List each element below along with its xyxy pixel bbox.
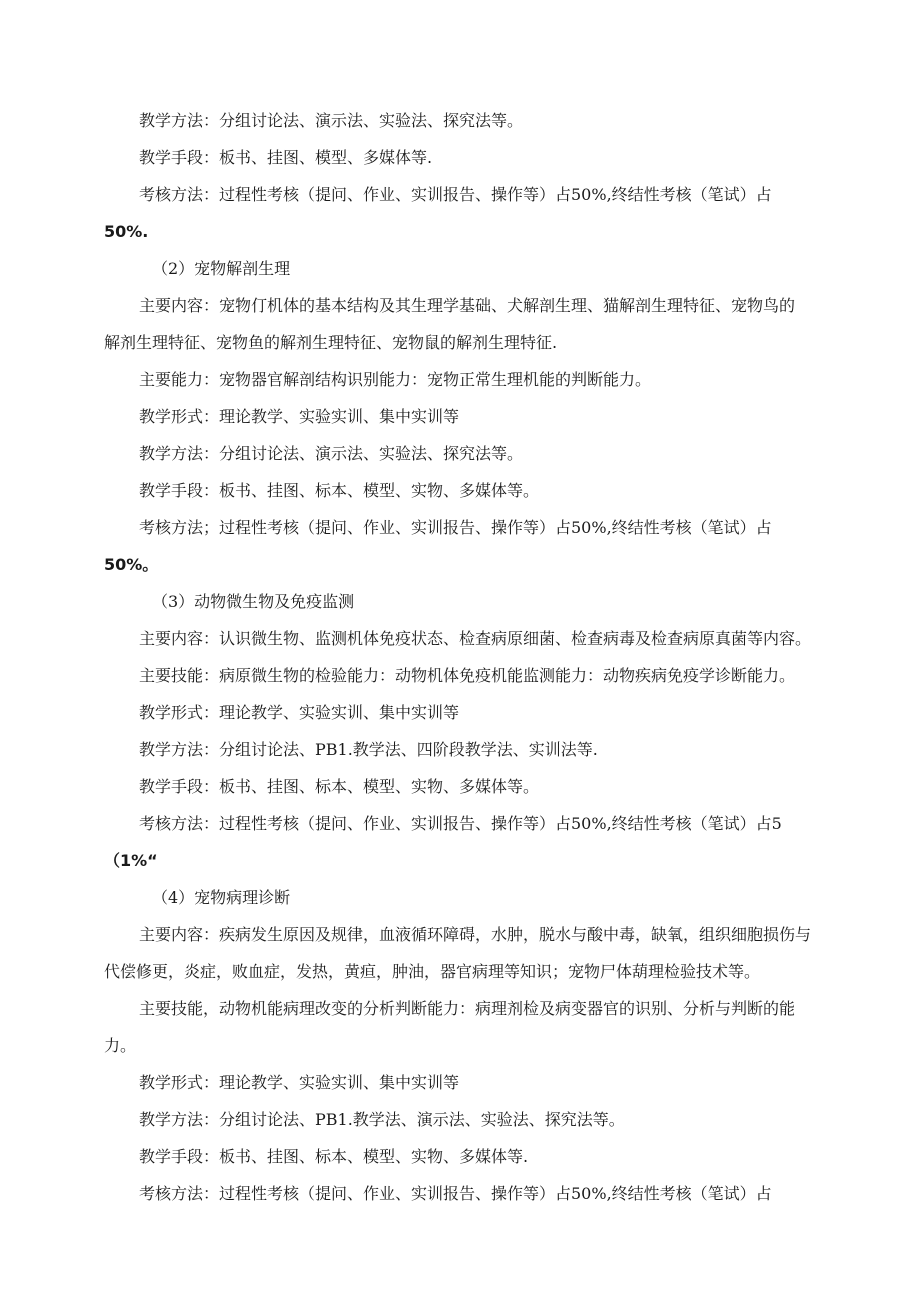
s4-skill-line2: 力。 bbox=[104, 1036, 137, 1055]
s2-heading: （2）宠物解剖生理 bbox=[152, 259, 291, 278]
s3-teaching-form: 教学形式：理论教学、实验实训、集中实训等 bbox=[139, 703, 460, 722]
s4-teaching-method: 教学方法：分组讨论法、PB1.教学法、演示法、实验法、探究法等。 bbox=[139, 1110, 625, 1129]
s2-content-line1: 主要内容：宠物仃机体的基本结构及其生理学基础、犬解剖生理、猫解剖生理特征、宠物鸟的 bbox=[139, 296, 796, 315]
s1-assessment-line1: 考核方法：过程性考核（提问、作业、实训报告、操作等）占50%,终结性考核（笔试）占 bbox=[139, 185, 772, 204]
s3-assessment-line1: 考核方法：过程性考核（提问、作业、实训报告、操作等）占50%,终结性考核（笔试）占5 bbox=[139, 814, 782, 833]
s4-teaching-form: 教学形式：理论教学、实验实训、集中实训等 bbox=[139, 1073, 460, 1092]
s4-teaching-means: 教学手段：板书、挂图、标本、模型、实物、多媒体等. bbox=[139, 1147, 529, 1166]
s2-assessment-line1: 考核方法；过程性考核（提问、作业、实训报告、操作等）占50%,终结性考核（笔试）占 bbox=[139, 518, 772, 537]
s1-teaching-means: 教学手段：板书、挂图、模型、多媒体等. bbox=[139, 148, 433, 167]
s4-assessment-line1: 考核方法：过程性考核（提问、作业、实训报告、操作等）占50%,终结性考核（笔试）占 bbox=[139, 1184, 772, 1203]
s2-teaching-form: 教学形式：理论教学、实验实训、集中实训等 bbox=[139, 407, 460, 426]
s4-content-line1: 主要内容：疾病发生原因及规律，血液循环障碍，水肿，脱水与酸中毒，缺氧，组织细胞损伤与 bbox=[139, 925, 812, 944]
s3-heading: （3）动物微生物及免疫监测 bbox=[152, 592, 355, 611]
s4-content-line2: 代偿修更，炎症，败血症，发热，黄疸，肿油，器官病理等知识；宠物尸体葫理检验技术等。 bbox=[104, 962, 761, 981]
s3-assessment-line2: （1%“ bbox=[104, 851, 158, 870]
s3-teaching-means: 教学手段：板书、挂图、标本、模型、实物、多媒体等。 bbox=[139, 777, 540, 796]
s2-assessment-line2: 50%。 bbox=[104, 555, 159, 574]
s1-assessment-line2: 50%. bbox=[104, 222, 149, 241]
s2-ability: 主要能力：宠物器官解剖结构识别能力：宠物正常生理机能的判断能力。 bbox=[139, 370, 652, 389]
s4-heading: （4）宠物病理诊断 bbox=[152, 888, 291, 907]
s3-content: 主要内容：认识微生物、监测机体免疫状态、检查病原细菌、检查病毒及检查病原真菌等内容。 bbox=[139, 629, 812, 648]
s1-teaching-method: 教学方法：分组讨论法、演示法、实验法、探究法等。 bbox=[139, 111, 524, 130]
s4-skill-line1: 主要技能，动物机能病理改变的分析判断能力：病理剂检及病变器官的识别、分析与判断的能 bbox=[139, 999, 796, 1018]
s2-content-line2: 解剂生理特征、宠物鱼的解剂生理特征、宠物鼠的解剂生理特征. bbox=[104, 333, 558, 352]
s2-teaching-means: 教学手段：板书、挂图、标本、模型、实物、多媒体等。 bbox=[139, 481, 540, 500]
s3-skill: 主要技能：病原微生物的检验能力：动物机体免疫机能监测能力：动物疾病免疫学诊断能力。 bbox=[139, 666, 796, 685]
s2-teaching-method: 教学方法：分组讨论法、演示法、实验法、探究法等。 bbox=[139, 444, 524, 463]
s3-teaching-method: 教学方法：分组讨论法、PB1.教学法、四阶段教学法、实训法等. bbox=[139, 740, 598, 759]
